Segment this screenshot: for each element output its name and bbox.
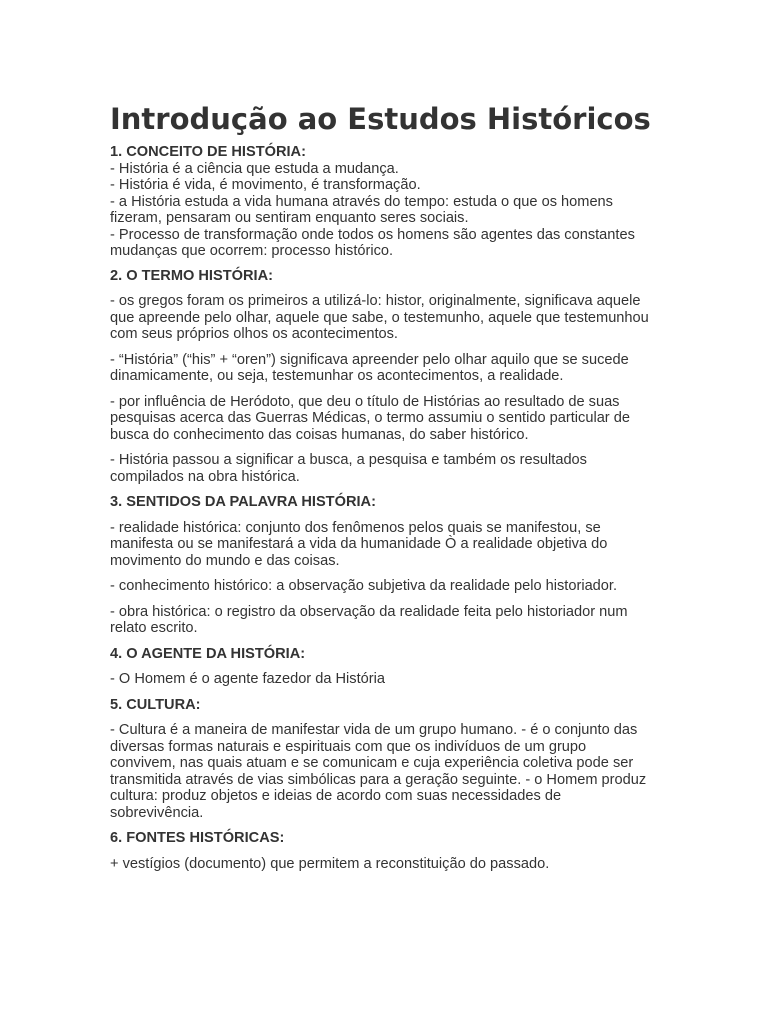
section-sentidos bbox=[110, 494, 655, 637]
section-paragraph: - os gregos foram os primeiros a utilizá-lo: histor, originalmente, significava aquele que apreende pelo olhar, aquele que sabe, o testemunho, aquele que testemunhou com seus próprios olhos os acontecimentos. bbox=[110, 293, 649, 342]
section-paragraph: - História passou a significar a busca, a pesquisa e também os resultados compilados na obra histórica. bbox=[110, 452, 587, 485]
document-page bbox=[110, 102, 655, 872]
section-heading: 3. SENTIDOS DA PALAVRA HISTÓRIA: bbox=[110, 494, 376, 510]
section-paragraph: + vestígios (documento) que permitem a reconstituição do passado. bbox=[110, 855, 550, 872]
section-heading: 2. O TERMO HISTÓRIA: bbox=[110, 267, 273, 284]
section-paragraph: - Cultura é a maneira de manifestar vida de um grupo humano. - é o conjunto das diversas formas naturais e espirituais com que os indivíduos de um grupo convivem, nas quais atuam e se comunicam e cuja experiência coletiva pode ser transmitida através de vias simbólicas para a geração seguinte. - o Homem produz cultura: produz objetos e ideias de acordo com suas necessidades de sobrevivência. bbox=[110, 722, 647, 821]
section-conceito bbox=[110, 144, 655, 260]
section-line: - a História estuda a vida humana através do tempo: estuda o que os homens fizeram, pensaram ou sentiram enquanto seres sociais. bbox=[110, 193, 613, 226]
section-line: - Processo de transformação onde todos os homens são agentes das constantes mudanças que ocorrem: processo histórico. bbox=[110, 226, 635, 259]
section-paragraph: - por influência de Heródoto, que deu o título de Histórias ao resultado de suas pesquisas acerca das Guerras Médicas, o termo assumiu o sentido particular de busca do conhecimento das coisas humanas, do saber histórico. bbox=[110, 393, 630, 443]
document-title: Introdução ao Estudos Históricos bbox=[110, 102, 651, 136]
section-heading: 1. CONCEITO DE HISTÓRIA: bbox=[110, 144, 306, 160]
section-line: - História é a ciência que estuda a mudança. bbox=[110, 160, 399, 177]
section-heading: 5. CULTURA: bbox=[110, 696, 201, 713]
section-paragraph: - obra histórica: o registro da observação da realidade feita pelo historiador num relato escrito. bbox=[110, 603, 628, 636]
section-paragraph: - O Homem é o agente fazedor da História bbox=[110, 671, 385, 687]
section-cultura bbox=[110, 697, 655, 822]
section-fontes bbox=[110, 830, 655, 872]
section-line: - História é vida, é movimento, é transformação. bbox=[110, 177, 421, 193]
section-paragraph: - “História” (“his” + “oren”) significava apreender pelo olhar aquilo que se sucede dinamicamente, ou seja, testemunhar os acontecimentos, a realidade. bbox=[110, 351, 629, 384]
section-paragraph: - conhecimento histórico: a observação subjetiva da realidade pelo historiador. bbox=[110, 578, 618, 594]
section-heading: 6. FONTES HISTÓRICAS: bbox=[110, 830, 285, 846]
section-termo bbox=[110, 268, 655, 486]
section-paragraph: - realidade histórica: conjunto dos fenômenos pelos quais se manifestou, se manifesta ou se manifestará a vida da humanidade Ò a realidade objetiva do movimento do mundo e das coisas. bbox=[110, 519, 608, 569]
section-agente bbox=[110, 646, 655, 688]
section-heading: 4. O AGENTE DA HISTÓRIA: bbox=[110, 645, 306, 662]
